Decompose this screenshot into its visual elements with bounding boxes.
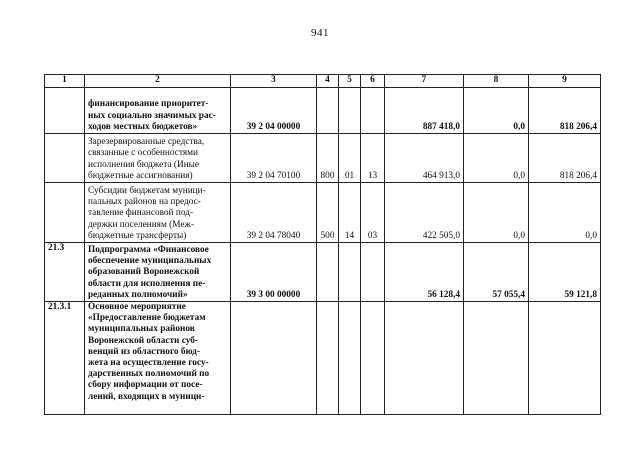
row-col5 (339, 88, 361, 134)
column-header: 9 (529, 75, 601, 88)
column-header: 2 (85, 75, 231, 88)
column-header: 1 (45, 75, 85, 88)
row-col4 (317, 88, 339, 134)
row-col5 (339, 302, 361, 415)
row-name: Основное мероприятие «Предоставление бюджетам муниципальных районов Воронежской области суб- венций из областного бюд- жета на осуществление госу- дарственных полномочий по сбору информации от посе- лений, входящих в муници- (85, 302, 231, 415)
row-value-7: 887 418,0 (385, 88, 464, 134)
row-value-7: 464 913,0 (385, 134, 464, 183)
budget-table (44, 74, 601, 415)
row-code (231, 302, 317, 415)
row-value-9: 0,0 (529, 183, 601, 243)
table-row (45, 134, 601, 183)
row-value-8: 0,0 (464, 183, 529, 243)
row-value-7: 56 128,4 (385, 243, 464, 302)
table-row (45, 302, 601, 415)
row-col4: 800 (317, 134, 339, 183)
row-index (45, 134, 85, 183)
row-col6 (361, 243, 385, 302)
row-col6: 13 (361, 134, 385, 183)
row-col6: 03 (361, 183, 385, 243)
row-col4: 500 (317, 183, 339, 243)
row-name: Зарезервированные средства, связанные с особенностями исполнения бюджета (Иные бюджетные ассигнования) (85, 134, 231, 183)
column-header: 4 (317, 75, 339, 88)
row-value-9: 818 206,4 (529, 88, 601, 134)
row-col6 (361, 302, 385, 415)
row-value-8: 0,0 (464, 134, 529, 183)
row-col6 (361, 88, 385, 134)
row-index (45, 88, 85, 134)
row-name: финансирование приоритет- ных социально значимых рас- ходов местных бюджетов» (85, 88, 231, 134)
row-value-9: 818 206,4 (529, 134, 601, 183)
row-value-8 (464, 302, 529, 415)
row-value-8: 0,0 (464, 88, 529, 134)
row-col5 (339, 243, 361, 302)
column-header: 3 (231, 75, 317, 88)
table-row (45, 183, 601, 243)
row-col5: 01 (339, 134, 361, 183)
row-col4 (317, 302, 339, 415)
row-index (45, 183, 85, 243)
row-name: Подпрограмма «Финансовое обеспечение муниципальных образований Воронежской области для исполнения пе- реданных полномочий» (85, 243, 231, 302)
row-index: 21.3 (45, 243, 85, 302)
page-number: 941 (311, 27, 329, 39)
row-index: 21.3.1 (45, 302, 85, 415)
row-value-7 (385, 302, 464, 415)
row-col5: 14 (339, 183, 361, 243)
table-row (45, 243, 601, 302)
column-header: 7 (385, 75, 464, 88)
column-header: 8 (464, 75, 529, 88)
row-name: Субсидии бюджетам муници- пальных районов на предос- тавление финансовой под- держки поселениям (Меж- бюджетные трансферты) (85, 183, 231, 243)
row-col4 (317, 243, 339, 302)
row-code: 39 2 04 78040 (231, 183, 317, 243)
row-code: 39 2 04 00000 (231, 88, 317, 134)
row-code: 39 3 00 00000 (231, 243, 317, 302)
table-header-row (45, 75, 601, 88)
row-value-9: 59 121,8 (529, 243, 601, 302)
column-header: 6 (361, 75, 385, 88)
row-value-7: 422 505,0 (385, 183, 464, 243)
column-header: 5 (339, 75, 361, 88)
table-row (45, 88, 601, 134)
row-value-9 (529, 302, 601, 415)
row-value-8: 57 055,4 (464, 243, 529, 302)
row-code: 39 2 04 70100 (231, 134, 317, 183)
